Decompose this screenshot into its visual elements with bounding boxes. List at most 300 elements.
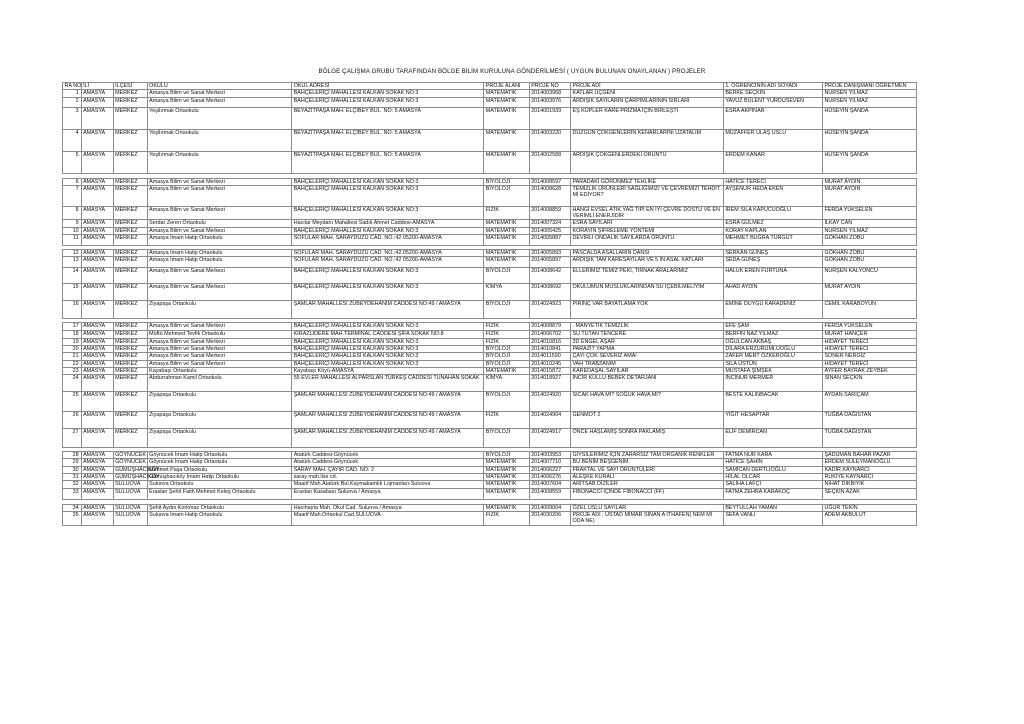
school-cell: Amasya Bilim ve Sanat Merkezi bbox=[147, 353, 292, 360]
project-area-cell: BİYOLOJİ bbox=[484, 268, 529, 284]
school-cell: Suluova Ortaokulu bbox=[147, 481, 292, 488]
project-area-cell: FİZİK bbox=[484, 412, 529, 429]
row-number: 25 bbox=[63, 392, 82, 412]
province-cell: AMASYA bbox=[81, 250, 113, 257]
province-cell: AMASYA bbox=[81, 452, 113, 459]
project-area-cell: MATEMATİK bbox=[484, 227, 529, 234]
advisor-cell: SEÇKİN AZAK bbox=[822, 488, 916, 499]
district-cell: MERKEZ bbox=[113, 268, 147, 284]
row-number: 13 bbox=[63, 257, 82, 268]
row-number: 2 bbox=[63, 97, 82, 107]
header-cell: 1. ÖĞRENCİNİN ADI SOYADI bbox=[723, 83, 822, 90]
row-number: 4 bbox=[63, 129, 82, 151]
row-number: 23 bbox=[63, 367, 82, 374]
project-name-cell: ÖNCE HAŞLAMIŞ SONRA PAKLAMIŞ bbox=[570, 429, 723, 448]
table-row bbox=[63, 375, 917, 392]
table-row bbox=[63, 488, 917, 499]
row-number: 14 bbox=[63, 268, 82, 284]
table-row bbox=[63, 268, 917, 284]
table-row bbox=[63, 459, 917, 466]
advisor-cell: MURAT AYDIN bbox=[822, 185, 916, 206]
school-cell: Amasya Bilim ve Sanat Merkezi bbox=[147, 268, 292, 284]
advisor-cell: FERDA YÜKSELEN bbox=[822, 323, 916, 331]
student-name-cell: YİĞİT HESAPTAR bbox=[723, 412, 822, 429]
student-name-cell: BESTE KALINBACAK bbox=[723, 392, 822, 412]
header-cell: PROJE ALANI bbox=[484, 83, 529, 90]
province-cell: AMASYA bbox=[81, 268, 113, 284]
table-row bbox=[63, 412, 917, 429]
project-area-cell: BİYOLOJİ bbox=[484, 353, 529, 360]
project-area-cell: MATEMATİK bbox=[484, 151, 529, 173]
province-cell: AMASYA bbox=[81, 323, 113, 331]
advisor-cell: HÜSEYİN ŞANDA bbox=[822, 129, 916, 151]
project-name-cell: ARİTSAB DİZİLER bbox=[570, 481, 723, 488]
advisor-cell: SONER NERGİZ bbox=[822, 353, 916, 360]
table-row bbox=[63, 481, 917, 488]
project-name-cell: ARDIŞIK TAM KARESAYILAR VE 5 İN ASAL KATLARI bbox=[570, 257, 723, 268]
district-cell: MERKEZ bbox=[113, 429, 147, 448]
province-cell: AMASYA bbox=[81, 107, 113, 129]
district-cell: GÜMÜŞHACIKÖY bbox=[115, 474, 160, 481]
advisor-cell: NURSEN YILMAZ bbox=[822, 90, 916, 97]
project-area-cell: FİZİK bbox=[484, 338, 529, 345]
project-area-cell: MATEMATİK bbox=[484, 90, 529, 97]
table-row bbox=[63, 360, 917, 367]
school-address-cell: SOFULAR MAH. SARAYDÜZÜ CAD. NO.:42 05200-AMASYA bbox=[292, 235, 484, 246]
project-area-cell: BİYOLOJİ bbox=[484, 392, 529, 412]
school-cell: Yeşilırmak Ortaokulu bbox=[147, 129, 292, 151]
row-number: 8 bbox=[63, 206, 82, 220]
province-cell: AMASYA bbox=[81, 481, 113, 488]
project-name-cell: İNCİR KÜLLÜ BEBEK DETARJANI bbox=[570, 375, 723, 392]
school-cell: Göynücek İmam Hatip Ortaokulu bbox=[147, 452, 292, 459]
project-name-cell: KORAYIN ŞİFRELEME YÖNTEMİ bbox=[570, 227, 723, 234]
district-cell: SULUOVA bbox=[113, 511, 147, 525]
project-area-cell: MATEMATİK bbox=[484, 488, 529, 499]
project-area-cell: BİYOLOJİ bbox=[484, 185, 529, 206]
student-name-cell: AHAD AYDIN bbox=[723, 284, 822, 301]
project-name-cell: GENMOT 2 bbox=[570, 412, 723, 429]
table-row bbox=[63, 474, 917, 481]
project-number-cell: 2014006276 bbox=[529, 474, 570, 481]
province-cell: AMASYA bbox=[81, 511, 113, 525]
student-name-cell: ZAFER MERT ÖZKEROĞLU bbox=[723, 353, 822, 360]
project-name-cell: ÖZEL USLU SAYILAR bbox=[570, 504, 723, 511]
project-name-cell: ARDIŞIK SAYILARIN ÇARPIMLARININ SIRLARI bbox=[570, 97, 723, 107]
project-area-cell: BİYOLOJİ bbox=[484, 301, 529, 319]
project-name-cell: DÜZGÜN ÇOKGENLERİN KENARLARINI UZATALIM bbox=[570, 129, 723, 151]
advisor-cell: NURSEN YILMAZ bbox=[822, 97, 916, 107]
project-area-cell: MATEMATİK bbox=[484, 235, 529, 246]
school-cell: Amasya Bilim ve Sanat Merkezi bbox=[147, 345, 292, 352]
project-name-cell: SU TUTAN TENCERE bbox=[570, 331, 723, 338]
advisor-cell: NİHAT DIKBIYIK bbox=[822, 481, 916, 488]
project-name-cell: FİBONACCİ İÇİNDE FİBONACCİ (FF) bbox=[570, 488, 723, 499]
province-cell: AMASYA bbox=[81, 284, 113, 301]
project-name-cell: FRAKTAL VE SAYI ÖRÜNTÜLERİ bbox=[570, 466, 723, 473]
row-number: 35 bbox=[63, 511, 82, 525]
student-name-cell: SALİHA LAFÇI bbox=[723, 481, 822, 488]
school-address-cell: Atatürk Caddesi-Göynücek bbox=[292, 459, 484, 466]
table-row bbox=[63, 429, 917, 448]
project-number-cell: 2014007324 bbox=[529, 220, 570, 227]
project-number-cell: 2014024904 bbox=[529, 412, 570, 429]
table-row bbox=[63, 185, 917, 206]
school-cell: Amasya Bilim ve Sanat Merkezi bbox=[147, 178, 292, 185]
school-cell: Serdar Zeren Ortaokulu bbox=[147, 220, 292, 227]
row-number: 24 bbox=[63, 375, 82, 392]
project-number-cell: 2014008628 bbox=[529, 185, 570, 206]
school-address-cell: SOFULAR MAH. SARAYDÜZÜ CAD. NO.:42 05200-AMASYA bbox=[292, 257, 484, 268]
district-cell: MERKEZ bbox=[113, 90, 147, 97]
table-row bbox=[63, 178, 917, 185]
project-name-cell: KATLAR ÜÇGENİ bbox=[570, 90, 723, 97]
table-row bbox=[63, 345, 917, 352]
row-number: 20 bbox=[63, 345, 82, 352]
project-name-cell: PİRİNÇ VAR BAYATLAMA YOK bbox=[570, 301, 723, 319]
province-cell: AMASYA bbox=[81, 360, 113, 367]
project-number-cell: 2014005897 bbox=[529, 257, 570, 268]
school-address-cell: BAHÇELERİÇİ MAHALLESİ KALKAN SOKAK NO:3 bbox=[292, 360, 484, 367]
row-number: 26 bbox=[63, 412, 82, 429]
project-area-cell: BİYOLOJİ bbox=[484, 178, 529, 185]
project-area-cell: KİMYA bbox=[484, 284, 529, 301]
school-cell: Yeşilırmak Ortaokulu bbox=[147, 151, 292, 173]
project-number-cell: 2014003953 bbox=[529, 452, 570, 459]
advisor-cell: GÖKHAN ZOBU bbox=[822, 250, 916, 257]
row-number: 10 bbox=[63, 227, 82, 234]
project-number-cell: 2014008642 bbox=[529, 268, 570, 284]
page-title: BÖLGE ÇALIŞMA GRUBU TARAFINDAN BÖLGE BİLİM KURULUNA GÖNDERİLMESİ ( UYGUN BULUNAN ONAYLANAN ) PROJELER bbox=[318, 68, 706, 75]
district-cell: MERKEZ bbox=[113, 227, 147, 234]
province-cell: AMASYA bbox=[81, 375, 113, 392]
advisor-cell: MURAT AYDIN bbox=[822, 178, 916, 185]
table-row bbox=[63, 331, 917, 338]
project-number-cell: 2014005425 bbox=[529, 227, 570, 234]
province-cell: AMASYA bbox=[81, 392, 113, 412]
school-address-cell: BAHÇELERİÇİ MAHALLESİ KALKAN SOKAK NO:3 bbox=[292, 206, 484, 220]
project-name-cell: TEMİZLİK ÜRÜNLERİ SAĞLIĞIMIZI VE ÇEVREMİZİ TEHDİT Mİ EDİYOR? bbox=[570, 185, 723, 206]
school-address-cell: Atatürk Caddesi-Göynücek bbox=[292, 452, 484, 459]
project-number-cell: 2014024917 bbox=[529, 429, 570, 448]
header-cell: RA NO bbox=[64, 83, 82, 89]
project-name-cell: ALEŞKE KURALI bbox=[570, 474, 723, 481]
province-cell: AMASYA bbox=[81, 474, 113, 481]
table-row bbox=[63, 284, 917, 301]
project-area-cell: MATEMATİK bbox=[484, 250, 529, 257]
table-row bbox=[63, 250, 917, 257]
advisor-cell: HİDAYET TERECİ bbox=[822, 360, 916, 367]
province-cell: AMASYA bbox=[81, 345, 113, 352]
project-name-cell: KAREDAŞAL SAYILAR bbox=[570, 367, 723, 374]
province-cell: AMASYA bbox=[81, 331, 113, 338]
school-address-cell: Eraslan Kasabası Suluova / Amasya bbox=[292, 488, 484, 499]
school-cell: Amasya Bilim ve Sanat Merkezi bbox=[147, 360, 292, 367]
student-name-cell: ESRA AKPINAR bbox=[723, 107, 822, 129]
project-number-cell: 2014003968 bbox=[529, 90, 570, 97]
advisor-cell: UĞUR TEKİN bbox=[822, 504, 916, 511]
district-cell: SULUOVA bbox=[113, 488, 147, 499]
school-address-cell: ŞAMLAR MAHALLESİ ZÜBEYDEHANIM CADDESİ NO:49 / AMASYA bbox=[292, 392, 484, 412]
student-name-cell: AYŞENUR HEDA EKEN bbox=[723, 185, 822, 206]
header-cell: OKULU bbox=[147, 83, 292, 90]
row-number: 33 bbox=[63, 488, 82, 499]
province-cell: AMASYA bbox=[81, 338, 113, 345]
project-number-cell: 2014010816 bbox=[529, 338, 570, 345]
project-number-cell: 2014007710 bbox=[529, 459, 570, 466]
advisor-cell: MURAT HANÇER bbox=[822, 331, 916, 338]
table-row bbox=[63, 301, 917, 319]
project-number-cell: 2014008879 bbox=[529, 323, 570, 331]
row-number: 7 bbox=[63, 185, 82, 206]
province-cell: AMASYA bbox=[81, 412, 113, 429]
school-cell: Ziyapaşa Ortaokulu bbox=[147, 301, 292, 319]
row-number: 19 bbox=[63, 338, 82, 345]
student-name-cell: SEDA GÜNEŞ bbox=[723, 257, 822, 268]
student-name-cell: SAMİCAN DERTLİOĞLU bbox=[723, 466, 822, 473]
district-cell: SULUOVA bbox=[113, 504, 147, 511]
school-address-cell: saray mah.lise cd. bbox=[292, 474, 484, 481]
school-cell: Amasya Bilim ve Sanat Merkezi bbox=[147, 206, 292, 220]
project-number-cell: 2014018927 bbox=[529, 375, 570, 392]
province-cell: AMASYA bbox=[81, 206, 113, 220]
project-name-cell: SICAK HAVA MI? SOĞUK HAVA MI? bbox=[570, 392, 723, 412]
student-name-cell: DİLARA ERZURUMLUOĞLU bbox=[723, 345, 822, 352]
school-cell: Gümüşhacıköy İmam Hatip Ortaokulu bbox=[147, 474, 292, 481]
row-number: 11 bbox=[63, 235, 82, 246]
school-cell: Amasya Bilim ve Sanat Merkezi bbox=[147, 185, 292, 206]
province-cell: AMASYA bbox=[81, 185, 113, 206]
project-area-cell: MATEMATİK bbox=[484, 129, 529, 151]
province-cell: AMASYA bbox=[81, 220, 113, 227]
student-name-cell: EFE ŞAM bbox=[723, 323, 822, 331]
advisor-cell: HÜSEYİN ŞANDA bbox=[822, 107, 916, 129]
district-cell: MERKEZ bbox=[113, 107, 147, 129]
school-address-cell: BAHÇELERİÇİ MAHALLESİ KALKAN SOKAK NO:3 bbox=[292, 268, 484, 284]
project-number-cell: 2014030206 bbox=[529, 511, 570, 525]
project-area-cell: FİZİK bbox=[484, 206, 529, 220]
student-name-cell: İREM SILA KAPUCUOĞLU bbox=[723, 206, 822, 220]
advisor-cell: FERDA YÜKSELEN bbox=[822, 206, 916, 220]
province-cell: AMASYA bbox=[81, 466, 113, 473]
student-name-cell: ERDEM KANAR bbox=[723, 151, 822, 173]
school-cell: Amasya Bilim ve Sanat Merkezi bbox=[147, 284, 292, 301]
project-number-cell: 2014009004 bbox=[529, 504, 570, 511]
table-row bbox=[63, 206, 917, 220]
project-number-cell: 2014015872 bbox=[529, 367, 570, 374]
project-area-cell: MATEMATİK bbox=[484, 474, 529, 481]
row-number: 12 bbox=[63, 250, 82, 257]
school-cell: Şehit Aydın Korkmaz Ortaokulu bbox=[147, 504, 292, 511]
table-row bbox=[63, 220, 917, 227]
student-name-cell: İNCİNUR MERMER bbox=[723, 375, 822, 392]
student-name-cell: BERKE SEÇKİN bbox=[723, 90, 822, 97]
advisor-cell: ADEM AKBULUT bbox=[822, 511, 916, 525]
school-cell: Amasya Bilim ve Sanat Merkezi bbox=[147, 227, 292, 234]
student-name-cell: MUSTAFA ŞİMŞEK bbox=[723, 367, 822, 374]
table-row bbox=[63, 466, 917, 473]
province-cell: AMASYA bbox=[81, 227, 113, 234]
table-row bbox=[63, 90, 917, 97]
district-cell: MERKEZ bbox=[113, 206, 147, 220]
table-row bbox=[63, 353, 917, 360]
advisor-cell: GÖKHAN ZOBU bbox=[822, 235, 916, 246]
project-area-cell: FİZİK bbox=[484, 323, 529, 331]
project-number-cell: 2014010841 bbox=[529, 345, 570, 352]
school-address-cell: BAHÇELERİÇİ MAHALLESİ KALKAN SOKAK NO:3 bbox=[292, 338, 484, 345]
district-cell: MERKEZ bbox=[113, 331, 147, 338]
district-cell: MERKEZ bbox=[113, 178, 147, 185]
row-number: 30 bbox=[63, 466, 82, 473]
province-cell: AMASYA bbox=[81, 90, 113, 97]
school-address-cell: ŞAMLAR MAHALLESİ ZÜBEYDEHANIM CADDESİ NO:49 / AMASYA bbox=[292, 429, 484, 448]
table-row bbox=[63, 97, 917, 107]
student-name-cell: MUZAFFER ULAŞ USLU bbox=[723, 129, 822, 151]
header-cell: OKUL ADRESİ bbox=[292, 83, 484, 90]
table-row bbox=[63, 257, 917, 268]
school-address-cell: BAHÇELERİÇİ MAHALLESİ KALKAN SOKAK NO:3 bbox=[292, 284, 484, 301]
project-name-cell: . MANYETİK TEMİZLİK bbox=[570, 323, 723, 331]
project-area-cell: MATEMATİK bbox=[484, 459, 529, 466]
district-cell: MERKEZ bbox=[113, 220, 147, 227]
school-cell: Göynücek İmam Hatip Ortaokulu bbox=[147, 459, 292, 466]
school-address-cell: 55 EVLER MAHALLESİ ALPARSLAN TÜRKEŞ CADDESİ TUNAHAN SOKAK bbox=[292, 375, 484, 392]
student-name-cell: HALUK EREN FURTUNA bbox=[723, 268, 822, 284]
advisor-cell: RUKİYE KAYNARCI bbox=[822, 474, 916, 481]
school-address-cell: BAHÇELERİÇİ MAHALLESİ KALKAN SOKAK NO:3 bbox=[292, 97, 484, 107]
school-cell: Amasya Bilim ve Sanat Merkezi bbox=[147, 338, 292, 345]
school-address-cell: ŞAMLAR MAHALLESİ ZÜBEYDEHANIM CADDESİ NO:49 / AMASYA bbox=[292, 412, 484, 429]
student-name-cell: SEFA VANLI bbox=[723, 511, 822, 525]
student-name-cell: MEHMET BUĞRA TURGUT bbox=[723, 235, 822, 246]
school-cell: Müftü Mehmed Tevfik Ortaokulu bbox=[147, 331, 292, 338]
row-number: 28 bbox=[63, 452, 82, 459]
advisor-cell: HÜSEYİN ŞANDA bbox=[822, 151, 916, 173]
district-cell: MERKEZ bbox=[113, 97, 147, 107]
student-name-cell: SILA ÜSTÜN bbox=[723, 360, 822, 367]
project-area-cell: MATEMATİK bbox=[484, 504, 529, 511]
table-row bbox=[63, 227, 917, 234]
school-address-cell: Kayabaşı Köyü-AMASYA bbox=[292, 367, 484, 374]
school-cell: Amasya İmam Hatip Ortaokulu bbox=[147, 250, 292, 257]
row-number: 21 bbox=[63, 353, 82, 360]
row-number: 17 bbox=[63, 323, 82, 331]
project-number-cell: 2014008597 bbox=[529, 178, 570, 185]
district-cell: MERKEZ bbox=[113, 345, 147, 352]
row-number: 5 bbox=[63, 151, 82, 173]
school-address-cell: BEYAZITPAŞA MAH. ELÇİBEY BUL. NO: 5 AMASYA bbox=[292, 129, 484, 151]
school-address-cell: KİRAZLIDERE MAH.TERMİNAL CADDESİ ŞİFA SOKAK NO:8 bbox=[292, 331, 484, 338]
table-row bbox=[63, 452, 917, 459]
district-cell: SULUOVA bbox=[113, 481, 147, 488]
district-cell: MERKEZ bbox=[113, 360, 147, 367]
school-address-cell: BAHÇELERİÇİ MAHALLESİ KALKAN SOKAK NO:3 bbox=[292, 345, 484, 352]
district-cell: MERKEZ bbox=[113, 301, 147, 319]
school-address-cell: BAHÇELERİÇİ MAHALLESİ KALKAN SOKAK NO:3 bbox=[292, 185, 484, 206]
student-name-cell: EMİNE DUYGU KARADENİZ bbox=[723, 301, 822, 319]
district-cell: MERKEZ bbox=[113, 235, 147, 246]
school-cell: Mehmet Paşa Ortaokulu bbox=[147, 466, 292, 473]
province-cell: AMASYA bbox=[81, 151, 113, 173]
district-cell: MERKEZ bbox=[113, 353, 147, 360]
project-name-cell: ÇAYI ÇOK SEVERİZ AMA! bbox=[570, 353, 723, 360]
student-name-cell: HATİCE ŞAHİN bbox=[723, 459, 822, 466]
school-cell: Amasya İmam Hatip Ortaokulu bbox=[147, 257, 292, 268]
school-address-cell: Maarif Mah.Ortaokul Cad.SULUOVA bbox=[292, 511, 484, 525]
district-cell: GÜMÜŞHACIKÖY bbox=[115, 466, 160, 473]
project-number-cell: 2014005893 bbox=[529, 250, 570, 257]
province-cell: AMASYA bbox=[81, 129, 113, 151]
table-row bbox=[63, 129, 917, 151]
district-cell: MERKEZ bbox=[113, 338, 147, 345]
table-row bbox=[63, 323, 917, 331]
school-address-cell: SARAY MAH. ÇAYIR CAD. NO: 2 bbox=[292, 466, 484, 473]
project-name-cell: DEVİRLİ ONDALIK SAYILARDA ÖRÜNTÜ bbox=[570, 235, 723, 246]
district-cell: MERKEZ bbox=[113, 367, 147, 374]
school-cell: Suluova İmam Hatip Ortaokulu bbox=[147, 511, 292, 525]
school-address-cell: BAHÇELERİÇİ MAHALLESİ KALKAN SOKAK NO:3 bbox=[292, 323, 484, 331]
project-area-cell: MATEMATİK bbox=[484, 481, 529, 488]
student-name-cell: YAVUZ BÜLENT YURDUSEVEN bbox=[723, 97, 822, 107]
student-name-cell: FATMA ZEHRA KARAKOÇ bbox=[723, 488, 822, 499]
province-cell: AMASYA bbox=[81, 353, 113, 360]
school-address-cell: BAHÇELERİÇİ MAHALLESİ KALKAN SOKAK NO:3 bbox=[292, 90, 484, 97]
province-cell: AMASYA bbox=[81, 488, 113, 499]
row-number: 27 bbox=[63, 429, 82, 448]
project-area-cell: BİYOLOJİ bbox=[484, 360, 529, 367]
district-cell: MERKEZ bbox=[113, 129, 147, 151]
district-cell: MERKEZ bbox=[113, 392, 147, 412]
advisor-cell: SİNAN SEÇKİN bbox=[822, 375, 916, 392]
header-cell: İLİ bbox=[81, 83, 113, 90]
school-cell: Abdurrahman Kamil Ortaokulu bbox=[147, 375, 292, 392]
project-name-cell: BU BENİM BEŞGENİM bbox=[570, 459, 723, 466]
student-name-cell: BEYTULLAH YAMAN bbox=[723, 504, 822, 511]
table-row bbox=[63, 367, 917, 374]
school-cell: Ziyapaşa Ortaokulu bbox=[147, 412, 292, 429]
province-cell: AMASYA bbox=[81, 235, 113, 246]
advisor-cell: ERDEM SÜLEYMANOĞLU bbox=[822, 459, 916, 466]
table-row bbox=[63, 511, 917, 525]
row-number: 18 bbox=[63, 331, 82, 338]
project-number-cell: 2014008692 bbox=[529, 284, 570, 301]
district-cell: GÖYNÜCEK bbox=[115, 459, 146, 466]
row-number: 31 bbox=[63, 474, 82, 481]
school-cell: Amasya Bilim ve Sanat Merkezi bbox=[147, 97, 292, 107]
student-name-cell: ESRA GÜLMEZ bbox=[723, 220, 822, 227]
row-number: 34 bbox=[63, 504, 82, 511]
school-address-cell: BAHÇELERİÇİ MAHALLESİ KALKAN SOKAK NO:3 bbox=[292, 353, 484, 360]
student-name-cell: HATİCE TERECİ bbox=[723, 178, 822, 185]
project-area-cell: MATEMATİK bbox=[484, 107, 529, 129]
project-number-cell: 2014024920 bbox=[529, 392, 570, 412]
advisor-cell: AYDAN SARIÇAM bbox=[822, 392, 916, 412]
student-name-cell: HİLAL OLCAR bbox=[723, 474, 822, 481]
district-cell: MERKEZ bbox=[113, 151, 147, 173]
row-number: 22 bbox=[63, 360, 82, 367]
project-area-cell: MATEMATİK bbox=[484, 367, 529, 374]
district-cell: MERKEZ bbox=[113, 250, 147, 257]
table-row bbox=[63, 338, 917, 345]
row-number: 6 bbox=[63, 178, 82, 185]
project-number-cell: 2014001939 bbox=[529, 107, 570, 129]
advisor-cell: TUĞBA DAĞISTAN bbox=[822, 429, 916, 448]
province-cell: AMASYA bbox=[81, 301, 113, 319]
project-number-cell: 2014005887 bbox=[529, 235, 570, 246]
school-address-cell: BEYAZITPAŞA MAH. ELÇİBEY BUL. NO: 5 AMASYA bbox=[292, 151, 484, 173]
province-cell: AMASYA bbox=[81, 429, 113, 448]
advisor-cell: KADİR KAYNARCI bbox=[822, 466, 916, 473]
